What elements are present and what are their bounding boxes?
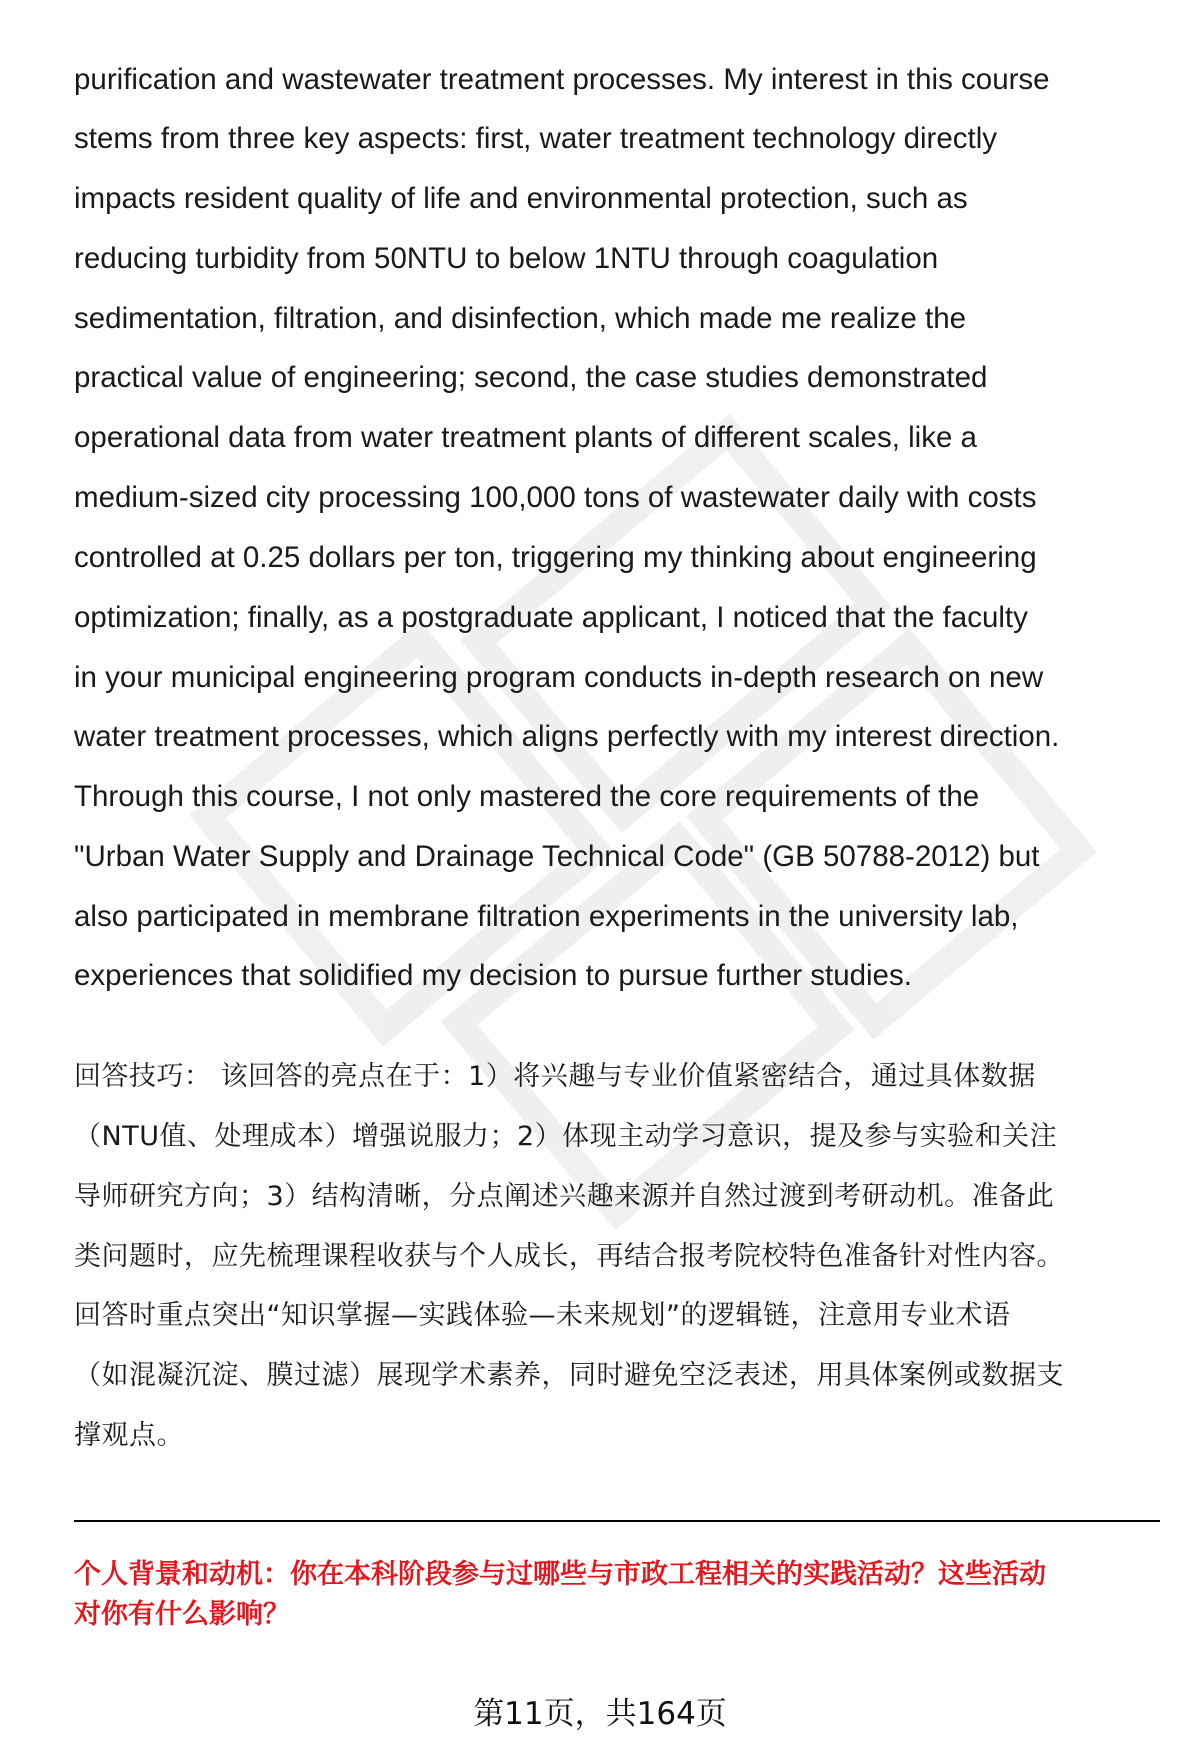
tips-line: 导师研究方向；3）结构清晰，分点阐述兴趣来源并自然过渡到考研动机。准备此 [74,1181,1055,1212]
answer-line: purification and wastewater treatment processes. My interest in this course [74,63,1050,96]
tips-line: 回答时重点突出“知识掌握—实践体验—未来规划”的逻辑链，注意用专业术语 [74,1300,1011,1331]
tips-line: 回答技巧： 该回答的亮点在于：1）将兴趣与专业价值紧密结合，通过具体数据 [74,1061,1036,1092]
answer-line: in your municipal engineering program conducts in-depth research on new [74,661,1044,694]
answer-line: experiences that solidified my decision to pursue further studies. [74,959,912,992]
page-number: 第11页，共164页 [473,1696,727,1732]
question-line: 对你有什么影响？ [74,1599,290,1630]
answer-line: water treatment processes, which aligns perfectly with my interest direction. [74,720,1060,753]
answer-line: sedimentation, filtration, and disinfection, which made me realize the [74,302,967,335]
tips-line: 撑观点。 [74,1420,184,1451]
tips-line: （如混凝沉淀、膜过滤）展现学术素养，同时避免空泛表述，用具体案例或数据支 [74,1360,1064,1391]
answer-line: controlled at 0.25 dollars per ton, triggering my thinking about engineering [74,541,1037,574]
answer-line: "Urban Water Supply and Drainage Technical Code" (GB 50788-2012) but [74,840,1040,873]
question-line: 个人背景和动机：你在本科阶段参与过哪些与市政工程相关的实践活动？这些活动 [74,1559,1046,1590]
answer-line: also participated in membrane filtration experiments in the university lab, [74,900,1019,933]
answer-line: impacts resident quality of life and environmental protection, such as [74,182,968,215]
answer-line: medium-sized city processing 100,000 tons of wastewater daily with costs [74,481,1037,514]
answer-line: optimization; finally, as a postgraduate applicant, I noticed that the faculty [74,601,1028,634]
answer-line: practical value of engineering; second, the case studies demonstrated [74,361,988,394]
answer-line: Through this course, I not only mastered the core requirements of the [74,780,980,813]
tips-line: 类问题时，应先梳理课程收获与个人成长，再结合报考院校特色准备针对性内容。 [74,1241,1064,1272]
answer-line: stems from three key aspects: first, water treatment technology directly [74,122,998,155]
section-divider [74,1520,1160,1522]
answer-line: operational data from water treatment plants of different scales, like a [74,421,977,454]
answer-line: reducing turbidity from 50NTU to below 1NTU through coagulation [74,242,939,275]
tips-line: （NTU值、处理成本）增强说服力；2）体现主动学习意识，提及参与实验和关注 [74,1121,1058,1152]
